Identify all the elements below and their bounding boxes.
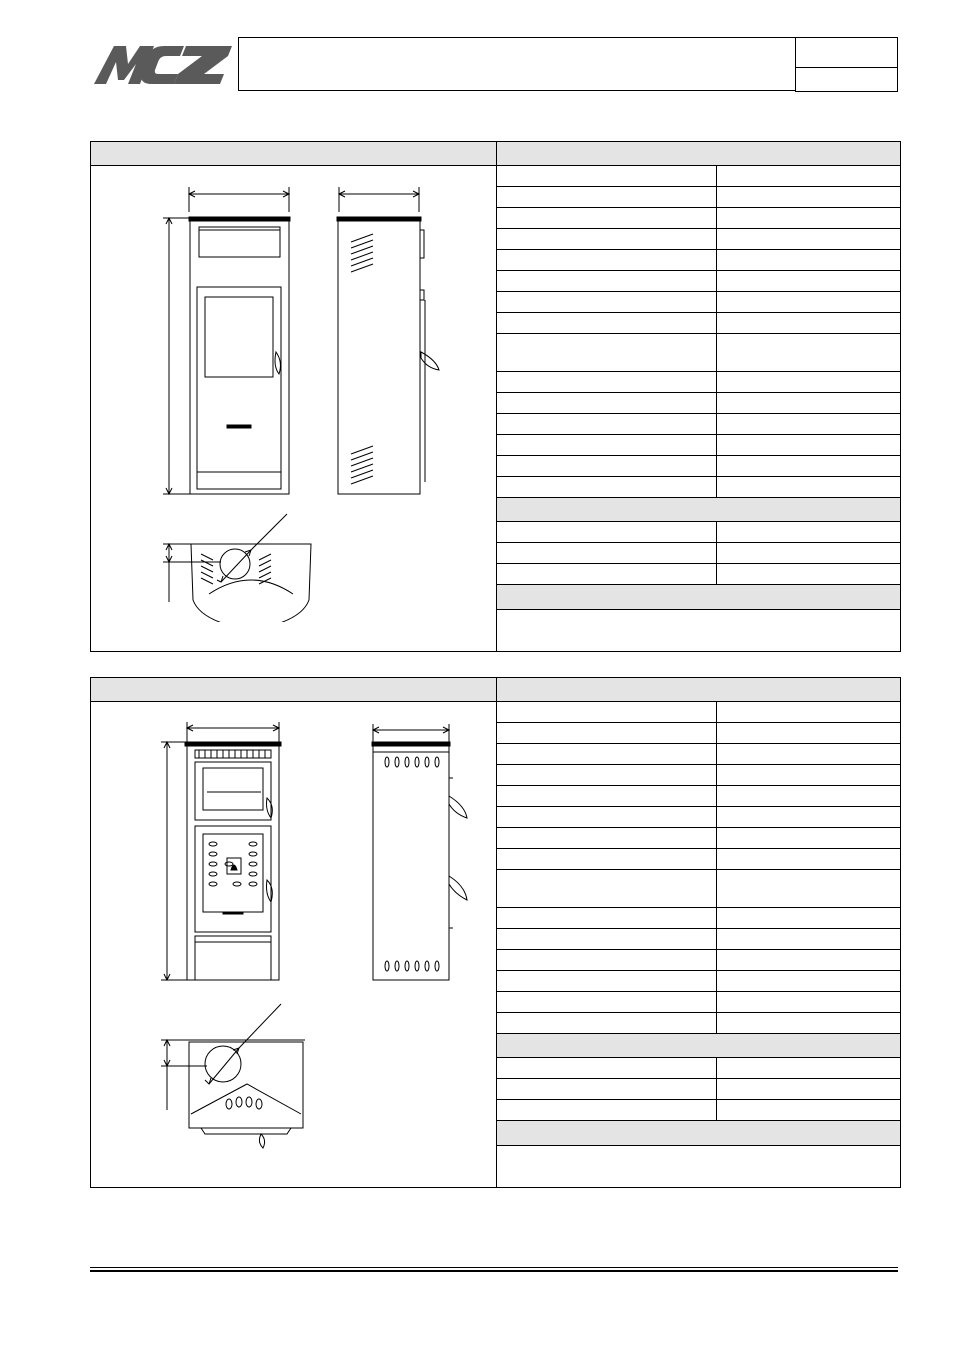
spec-row <box>497 393 900 414</box>
spec-row <box>497 723 900 744</box>
spec-row <box>497 292 900 313</box>
spec-band <box>497 585 900 610</box>
footer-rule-thin <box>90 1267 898 1268</box>
spec-row <box>497 870 900 908</box>
spec-row <box>497 1013 900 1034</box>
section-1-drawing-header <box>91 142 496 166</box>
section-1-spec-table <box>497 166 900 618</box>
spec-band <box>497 498 900 522</box>
section-1-spec-header <box>496 142 900 166</box>
spec-row <box>497 166 900 187</box>
product-section-2 <box>90 677 901 1188</box>
spec-row <box>497 1058 900 1079</box>
spec-row <box>497 807 900 828</box>
spec-row <box>497 765 900 786</box>
spec-row <box>497 414 900 435</box>
spec-row <box>497 828 900 849</box>
stove-drawing-1 <box>151 182 491 622</box>
spec-row <box>497 929 900 950</box>
spec-row <box>497 744 900 765</box>
section-2-drawing-header <box>91 678 496 702</box>
spec-row <box>497 849 900 870</box>
spec-notes <box>497 610 900 618</box>
spec-row <box>497 908 900 929</box>
spec-row <box>497 250 900 271</box>
spec-row <box>497 786 900 807</box>
spec-row <box>497 334 900 372</box>
spec-row <box>497 543 900 564</box>
spec-row <box>497 522 900 543</box>
spec-row <box>497 187 900 208</box>
section-2-spec-table <box>497 702 900 1154</box>
document-code-top <box>796 38 897 66</box>
spec-row <box>497 1100 900 1121</box>
spec-row <box>497 208 900 229</box>
document-code-box <box>795 37 898 92</box>
footer-rule-thick <box>90 1270 898 1272</box>
spec-row <box>497 477 900 498</box>
section-2-spec-header <box>496 678 900 702</box>
document-code-bottom <box>796 67 897 95</box>
spec-row <box>497 271 900 292</box>
spec-band <box>497 1121 900 1146</box>
spec-row <box>497 971 900 992</box>
spec-row <box>497 992 900 1013</box>
spec-row <box>497 702 900 723</box>
document-title-box <box>238 37 796 91</box>
spec-row <box>497 564 900 585</box>
spec-row <box>497 456 900 477</box>
mcz-logo <box>92 42 234 88</box>
stove-drawing-2 <box>151 714 491 1154</box>
spec-row <box>497 435 900 456</box>
spec-row <box>497 313 900 334</box>
spec-row <box>497 1079 900 1100</box>
spec-notes <box>497 1146 900 1154</box>
spec-band <box>497 1034 900 1058</box>
spec-row <box>497 229 900 250</box>
spec-row <box>497 372 900 393</box>
spec-row <box>497 950 900 971</box>
product-section-1 <box>90 141 901 652</box>
